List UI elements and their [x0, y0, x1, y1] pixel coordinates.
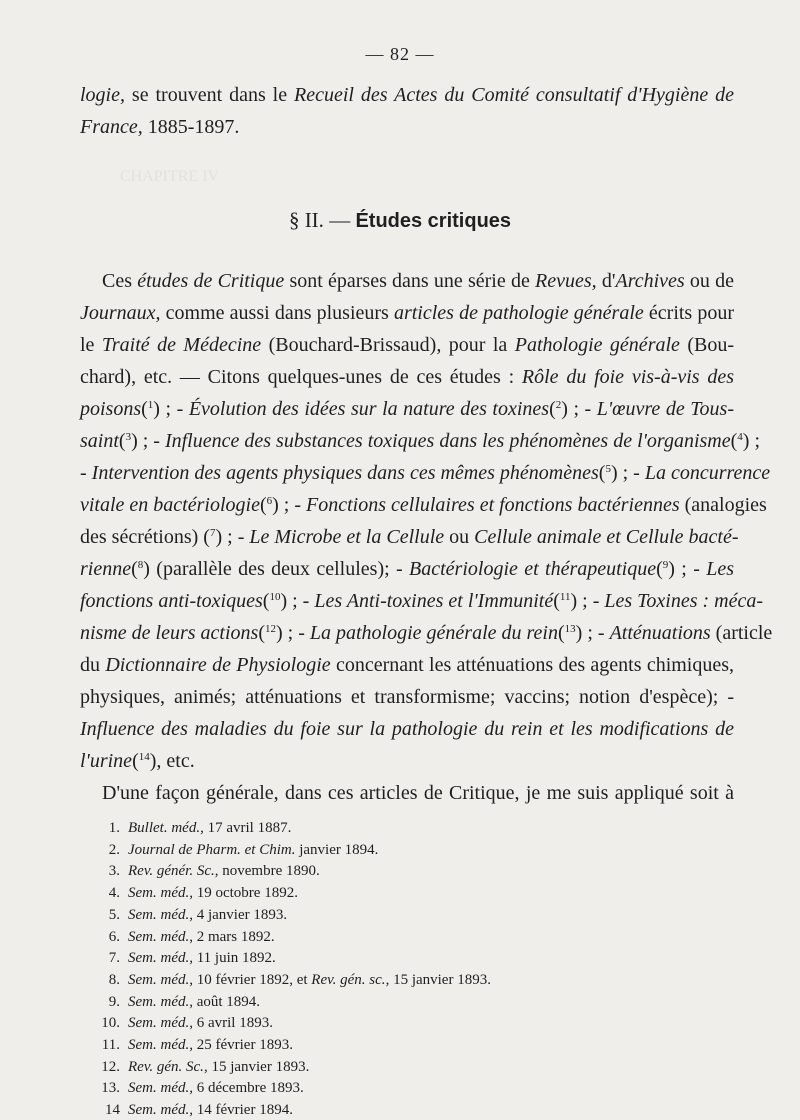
text-run: , 6 avril 1893.: [189, 1015, 273, 1031]
text-run: des sécrétions): [80, 526, 204, 548]
note-call: ($^{10}$): [262, 590, 288, 612]
text-line: [80, 618, 773, 648]
italic-run: Atténuations: [609, 622, 711, 644]
italic-run: Recueil des Actes du Comité consultatif d'Hygiène de: [294, 84, 734, 106]
italic-run: Les Anti-toxines et l'Immunité: [314, 590, 554, 612]
text-run: , 2 mars 1892.: [189, 929, 275, 945]
footnote: [92, 840, 378, 860]
bleed-through-text: CHAPITRE IV: [120, 168, 220, 185]
text-run: (analogies: [679, 494, 767, 516]
text-run: sont éparses dans une série de: [284, 270, 536, 292]
footnote-number: 5.: [108, 907, 120, 923]
italic-run: Influence des maladies du foie sur la pathologie du rein et les modifications de: [80, 718, 734, 740]
italic-run: Influence des substances toxiques dans les phénomènes de l'organisme: [164, 430, 731, 452]
footnote: [92, 1013, 273, 1033]
note-number: 12: [264, 623, 276, 635]
text-line: [80, 362, 734, 392]
text-run: , 17 avril 1887.: [200, 820, 292, 836]
note-number: 3: [125, 431, 132, 443]
italic-run: La concurrence: [644, 462, 771, 484]
text-run: ;: [749, 430, 761, 452]
italic-run: Le Microbe et la Cellule: [249, 526, 445, 548]
footnote-number: 11.: [101, 1037, 120, 1053]
text-run: janvier 1894.: [295, 842, 379, 858]
note-call: ($^2$): [549, 398, 568, 420]
text-line: [102, 266, 734, 296]
italic-run: saint: [80, 430, 119, 452]
italic-run: rienne: [80, 558, 132, 580]
note-number: 4: [737, 431, 743, 443]
text-line: [80, 650, 734, 680]
text-run: du: [80, 654, 106, 676]
footnote-number: 2.: [108, 842, 120, 858]
note-call: ($^9$): [656, 558, 675, 580]
text-run: , 25 février 1893.: [189, 1037, 293, 1053]
footnote: [92, 948, 276, 968]
note-call: ($^5$): [598, 462, 618, 484]
text-run: -: [80, 462, 92, 484]
text-run: le: [80, 334, 102, 356]
italic-run: vitale en bactériologie: [80, 494, 260, 516]
italic-run: Dictionnaire de Physiologie: [105, 654, 331, 676]
footnote-number: 4.: [108, 885, 120, 901]
note-number: 2: [555, 399, 562, 411]
footnote: [92, 1100, 293, 1120]
note-number: 5: [605, 463, 611, 475]
italic-run: l'urine: [80, 750, 133, 772]
text-run: concernant les atténuations des agents chimiques,: [330, 654, 735, 676]
footnote: [92, 861, 320, 881]
footnote: [92, 905, 287, 925]
italic-run: Les Toxines : méca-: [604, 590, 764, 612]
italic-run: Journal de Pharm. et Chim.: [128, 842, 296, 858]
footnote: [92, 1057, 309, 1077]
text-run: (Bouchard-Brissaud), pour la: [261, 334, 515, 356]
italic-run: Intervention des agents physiques dans ces mêmes phénomènes: [91, 462, 599, 484]
italic-run: Sem. méd.: [128, 1037, 190, 1053]
text-run: , 11 juin 1892.: [189, 950, 276, 966]
text-run: , 19 octobre 1892.: [189, 885, 298, 901]
footnote-number: 14: [105, 1102, 120, 1118]
note-call: ($^{14}$): [132, 750, 157, 772]
italic-run: poisons: [80, 398, 142, 420]
italic-run: Archives: [615, 270, 685, 292]
footnote-number: 12.: [101, 1059, 120, 1075]
italic-run: Pathologie générale: [514, 334, 680, 356]
text-line: [80, 394, 734, 424]
italic-run: Cellule animale et Cellule bacté-: [474, 526, 739, 548]
note-number: 1: [147, 399, 154, 411]
text-run: se trouvent dans le: [125, 84, 294, 106]
italic-run: Sem. méd.: [128, 950, 190, 966]
text-run: ; -: [567, 398, 597, 420]
text-run: ; -: [222, 526, 250, 548]
note-number: 8: [137, 559, 144, 571]
text-run: ; -: [282, 622, 310, 644]
footnote-number: 6.: [108, 929, 120, 945]
text-line: [80, 586, 764, 616]
italic-run: Bullet. méd.: [128, 820, 201, 836]
footnote-number: 8.: [108, 972, 120, 988]
text-line: [80, 714, 734, 744]
text-run: ; -: [617, 462, 645, 484]
italic-run: Sem. méd.: [128, 885, 190, 901]
section-dash: —: [329, 208, 351, 232]
text-line: [80, 426, 761, 456]
italic-run: articles de pathologie générale: [393, 302, 644, 324]
italic-run: Sem. méd.: [128, 972, 190, 988]
italic-run: Évolution des idées sur la nature des toxines: [188, 398, 550, 420]
text-run: D'une façon générale, dans ces articles de Critique, je me suis appliqué soit à: [102, 782, 734, 804]
footnote-number: 10.: [101, 1015, 120, 1031]
footnote-number: 9.: [108, 994, 120, 1010]
italic-run: Rev. génér. Sc.: [128, 863, 215, 879]
text-run: , etc.: [156, 750, 195, 772]
italic-run: nisme de leurs actions: [80, 622, 259, 644]
note-number: 10: [269, 591, 281, 603]
text-run: , août 1894.: [189, 994, 261, 1010]
italic-run: Rev. gén. Sc.: [128, 1059, 204, 1075]
italic-run: Bactériologie et thérapeutique: [409, 558, 657, 580]
note-number: 7: [209, 527, 216, 539]
footnote: [92, 883, 298, 903]
section-title: Études critiques: [355, 210, 512, 232]
italic-run: Sem. méd.: [128, 994, 190, 1010]
text-run: écrits pour: [643, 302, 735, 324]
text-run: , novembre 1890.: [214, 863, 320, 879]
text-run: ou: [444, 526, 475, 548]
text-run: ; -: [287, 590, 315, 612]
text-run: chard), etc. — Citons quelques-unes de ces études :: [80, 366, 522, 388]
italic-run: La pathologie générale du rein: [309, 622, 558, 644]
text-run: , 14 février 1894.: [189, 1102, 293, 1118]
footnote-number: 7.: [108, 950, 120, 966]
italic-run: fonctions anti-toxiques: [80, 590, 263, 612]
text-line: [80, 80, 734, 110]
footnote-number: 1.: [108, 820, 120, 836]
italic-run: Sem. méd.: [128, 1080, 190, 1096]
italic-run: Rev. gén. sc.: [311, 972, 386, 988]
page-number: — 82 —: [365, 44, 435, 64]
note-number: 11: [559, 591, 571, 603]
footnote-number: 3.: [108, 863, 120, 879]
text-line: [80, 554, 734, 584]
note-call: ($^8$): [131, 558, 150, 580]
footnote: [92, 1035, 293, 1055]
note-call: ($^{12}$): [258, 622, 283, 644]
footnote: [92, 992, 260, 1012]
note-number: 6: [266, 495, 273, 507]
note-call: ($^7$): [203, 526, 223, 548]
text-run: (parallèle des deux cellules); -: [149, 558, 410, 580]
text-run: , 6 décembre 1893.: [189, 1080, 304, 1096]
italic-run: Sem. méd.: [128, 907, 190, 923]
text-run: Ces: [102, 270, 138, 292]
text-line: [80, 746, 734, 776]
italic-run: L'œuvre de Tous-: [596, 398, 734, 420]
italic-run: Revues,: [535, 270, 597, 292]
text-line: [80, 682, 734, 712]
text-run: ; -: [159, 398, 189, 420]
text-line: [80, 458, 771, 488]
italic-run: Sem. méd.: [128, 929, 190, 945]
note-call: ($^4$): [730, 430, 750, 452]
text-run: ; -: [582, 622, 610, 644]
text-line: [102, 778, 734, 808]
note-call: ($^{13}$): [558, 622, 583, 644]
text-run: ; -: [577, 590, 605, 612]
text-run: ; -: [674, 558, 707, 580]
text-run: 1885-1897.: [142, 116, 240, 138]
text-line: [80, 112, 734, 142]
italic-run: Journaux,: [80, 302, 161, 324]
footnote: [92, 1078, 304, 1098]
text-run: (article: [710, 622, 773, 644]
text-run: comme aussi dans plusieurs: [160, 302, 394, 324]
text-line: [80, 298, 734, 328]
text-run: , 10 février 1892, et: [189, 972, 312, 988]
note-call: ($^1$): [141, 398, 160, 420]
footnote-number: 13.: [101, 1080, 120, 1096]
footnote: [92, 818, 291, 838]
italic-run: logie,: [80, 84, 125, 106]
italic-run: Rôle du foie vis-à-vis des: [521, 366, 734, 388]
text-line: [80, 490, 767, 520]
text-run: , 15 janvier 1893.: [203, 1059, 310, 1075]
section-number: § II.: [288, 208, 324, 232]
section-heading: [0, 208, 800, 233]
text-line: [80, 522, 739, 552]
footnote: [92, 970, 491, 990]
italic-run: Sem. méd.: [128, 1102, 190, 1118]
note-number: 13: [564, 623, 576, 635]
text-run: (Bou-: [679, 334, 735, 356]
text-line: [80, 330, 734, 360]
note-call: ($^3$): [118, 430, 138, 452]
note-call: ($^{11}$): [553, 590, 578, 612]
text-run: ; -: [278, 494, 307, 516]
text-run: , 4 janvier 1893.: [189, 907, 288, 923]
text-run: , 15 janvier 1893.: [385, 972, 491, 988]
italic-run: Fonctions cellulaires et fonctions bactériennes: [306, 494, 680, 516]
italic-run: Les: [706, 558, 735, 580]
note-number: 9: [662, 559, 669, 571]
text-run: ou de: [684, 270, 734, 292]
italic-run: Sem. méd.: [128, 1015, 190, 1031]
text-run: physiques, animés; atténuations et transformisme; vaccins; notion d'espèce); -: [80, 686, 734, 708]
footnote: [92, 927, 275, 947]
italic-run: études de Critique: [137, 270, 285, 292]
italic-run: Traité de Médecine: [101, 334, 262, 356]
note-call: ($^6$): [259, 494, 279, 516]
italic-run: France,: [80, 116, 143, 138]
text-run: ; -: [137, 430, 165, 452]
note-number: 14: [138, 751, 150, 763]
text-run: d': [596, 270, 616, 292]
